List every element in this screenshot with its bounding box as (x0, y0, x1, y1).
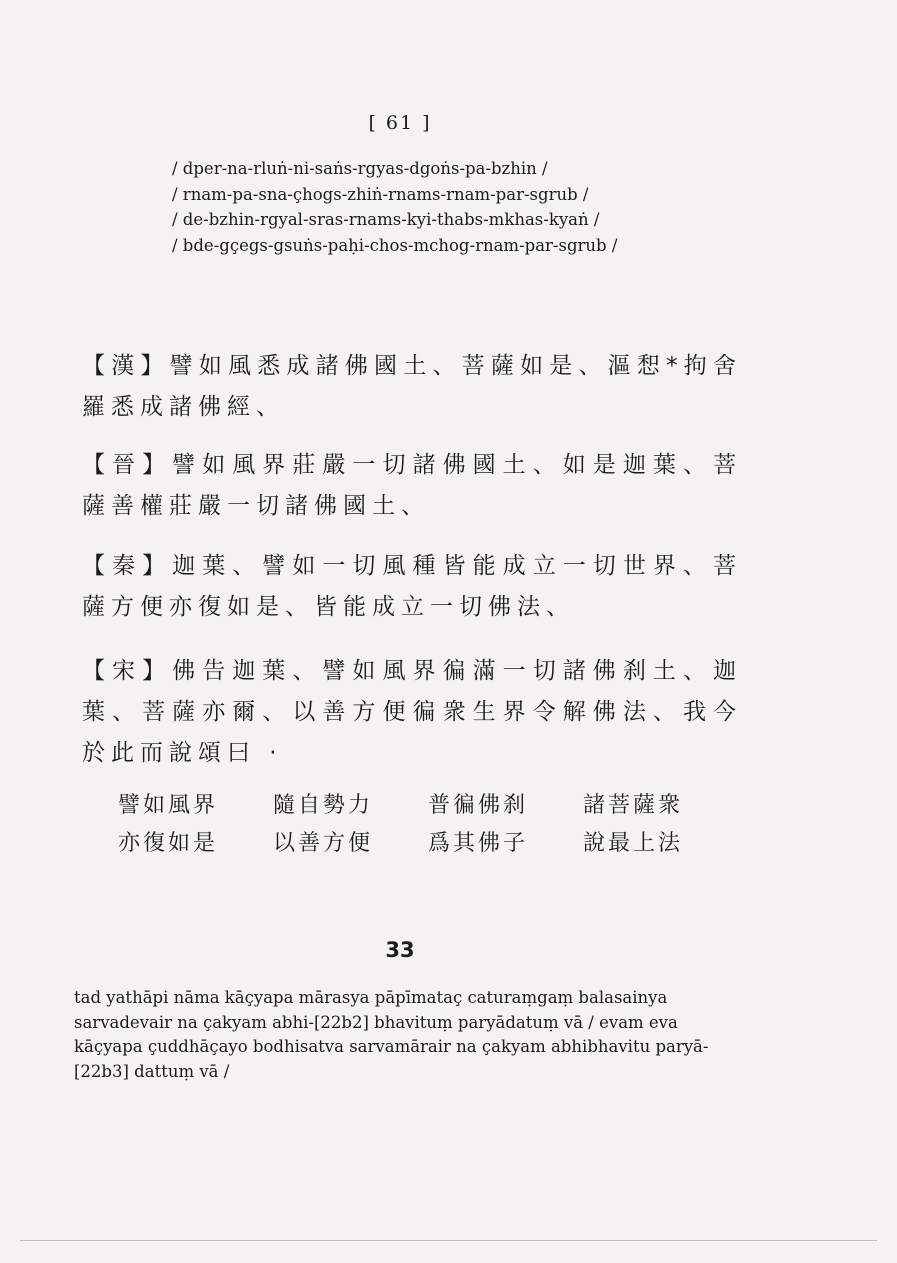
verse-phrase: 以善方便 (273, 831, 374, 856)
verse-phrase: 普徧佛刹 (428, 793, 529, 818)
sanskrit-line: [22b3] dattuṃ vā / (74, 1061, 230, 1081)
tibetan-verse (172, 156, 692, 258)
sanskrit-line: tad yathāpi nāma kāçyapa mārasya pāpīmataç caturaṃgaṃ balasainya (74, 988, 668, 1007)
qin-translation: 【秦】迦葉、譬如一切風種皆能成立一切世界、菩薩方便亦復如是、皆能成立一切佛法、 (82, 553, 742, 620)
verse-line (118, 825, 738, 863)
page-number: [ 61 ] (368, 112, 432, 134)
verse-phrase: 諸菩薩衆 (583, 793, 684, 818)
verse-phrase: 亦復如是 (118, 831, 219, 856)
sanskrit-text (74, 986, 754, 1084)
song-translation: 【宋】佛告迦葉、譬如風界徧滿一切諸佛刹土、迦葉、菩薩亦爾、以善方便徧衆生界令解佛法、我今於此而說頌曰 · (82, 658, 742, 766)
verse-phrase: 爲其佛子 (428, 831, 529, 856)
han-translation: 【漢】譬如風悉成諸佛國土、菩薩如是、漚惒*拘舍羅悉成諸佛經、 (82, 353, 742, 420)
sanskrit-line: sarvadevair na çakyam abhi-[22b2] bhavituṃ paryādatuṃ vā / evam eva (74, 1012, 678, 1032)
tibetan-line: / bde-gçegs-gsuṅs-paḥi-chos-mchog-rnam-par-sgrub / (172, 235, 618, 255)
verse-phrase: 說最上法 (583, 831, 684, 856)
verse-phrase: 譬如風界 (118, 793, 219, 818)
verse-line (118, 787, 738, 825)
page-bottom-rule (20, 1240, 877, 1241)
tibetan-line: / de-bzhin-rgyal-sras-rnams-kyi-thabs-mkhas-kyaṅ / (172, 210, 600, 229)
tibetan-line: / rnam-pa-sna-çhogs-zhiṅ-rnams-rnam-par-sgrub / (172, 184, 589, 204)
jin-translation: 【晉】譬如風界莊嚴一切諸佛國土、如是迦葉、菩薩善權莊嚴一切諸佛國土、 (82, 452, 742, 519)
chinese-verse (118, 787, 738, 863)
verse-phrase: 隨自勢力 (273, 793, 374, 818)
sanskrit-line: kāçyapa çuddhāçayo bodhisatva sarvamārair na çakyam abhibhavitu paryā- (74, 1037, 709, 1056)
tibetan-line: / dper-na-rluṅ-ni-saṅs-rgyas-dgoṅs-pa-bzhin / (172, 159, 548, 178)
section-number: 33 (385, 938, 415, 962)
